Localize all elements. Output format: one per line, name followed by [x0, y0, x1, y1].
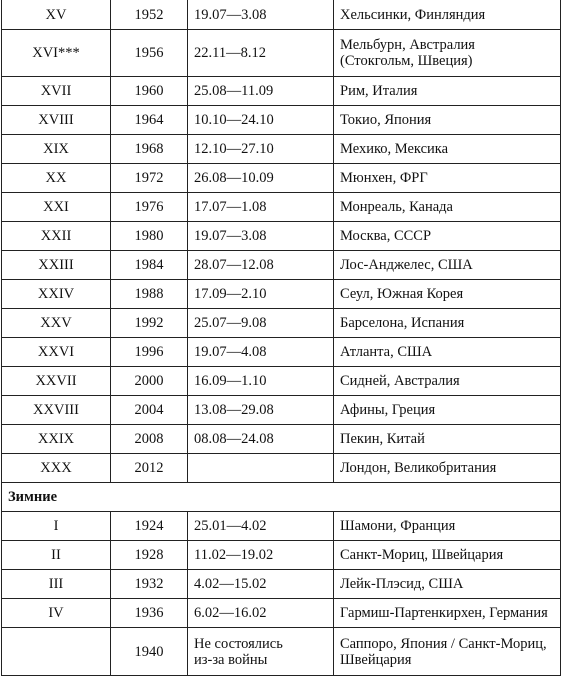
games-number: I	[2, 512, 111, 541]
games-dates: 11.02—19.02	[188, 541, 334, 570]
games-year: 1924	[111, 512, 188, 541]
table-row	[2, 77, 561, 106]
games-dates: 22.11—8.12	[188, 30, 334, 77]
table-row	[2, 251, 561, 280]
table-row	[2, 30, 561, 77]
games-host: Мельбурн, Австралия (Стокгольм, Швеция)	[334, 30, 561, 77]
games-year: 1992	[111, 309, 188, 338]
table-row	[2, 164, 561, 193]
games-number: XXVII	[2, 367, 111, 396]
table-row	[2, 135, 561, 164]
games-number: XXIX	[2, 425, 111, 454]
games-dates: 10.10—24.10	[188, 106, 334, 135]
games-dates: 25.01—4.02	[188, 512, 334, 541]
games-year: 1984	[111, 251, 188, 280]
games-number: XIX	[2, 135, 111, 164]
games-host: Санкт-Мориц, Швейцария	[334, 541, 561, 570]
games-year: 1988	[111, 280, 188, 309]
games-host: Сеул, Южная Корея	[334, 280, 561, 309]
games-number: XXIII	[2, 251, 111, 280]
games-host: Хельсинки, Финляндия	[334, 0, 561, 30]
table-row	[2, 425, 561, 454]
games-year: 1964	[111, 106, 188, 135]
games-year: 2012	[111, 454, 188, 483]
section-heading-winter: Зимние	[2, 483, 561, 512]
games-year: 2008	[111, 425, 188, 454]
games-host: Гармиш-Партенкирхен, Германия	[334, 599, 561, 628]
games-year: 1968	[111, 135, 188, 164]
table-row	[2, 0, 561, 30]
table-row	[2, 570, 561, 599]
games-host: Саппоро, Япония / Санкт-Мориц, Швейцария	[334, 628, 561, 676]
games-dates	[188, 454, 334, 483]
games-year: 1956	[111, 30, 188, 77]
games-dates: 17.09—2.10	[188, 280, 334, 309]
games-host: Лос-Анджелес, США	[334, 251, 561, 280]
games-dates: 13.08—29.08	[188, 396, 334, 425]
games-host: Сидней, Австралия	[334, 367, 561, 396]
games-number: XXVI	[2, 338, 111, 367]
games-host: Рим, Италия	[334, 77, 561, 106]
games-number: III	[2, 570, 111, 599]
games-dates: 19.07—4.08	[188, 338, 334, 367]
games-year: 1972	[111, 164, 188, 193]
games-year: 1960	[111, 77, 188, 106]
games-year: 1936	[111, 599, 188, 628]
games-number: XXI	[2, 193, 111, 222]
games-number: XVIII	[2, 106, 111, 135]
games-dates: 25.08—11.09	[188, 77, 334, 106]
games-dates: 28.07—12.08	[188, 251, 334, 280]
games-number	[2, 628, 111, 676]
table-row	[2, 396, 561, 425]
games-number: XXII	[2, 222, 111, 251]
table-row	[2, 106, 561, 135]
games-host: Москва, СССР	[334, 222, 561, 251]
games-dates: 19.07—3.08	[188, 222, 334, 251]
table-row	[2, 454, 561, 483]
games-number: XVII	[2, 77, 111, 106]
table-row	[2, 541, 561, 570]
games-host: Мюнхен, ФРГ	[334, 164, 561, 193]
games-number: XXX	[2, 454, 111, 483]
games-year: 1976	[111, 193, 188, 222]
table-row	[2, 193, 561, 222]
games-host: Пекин, Китай	[334, 425, 561, 454]
games-host: Барселона, Испания	[334, 309, 561, 338]
games-year: 1928	[111, 541, 188, 570]
games-dates: Не состоялись из-за войны	[188, 628, 334, 676]
games-year: 1940	[111, 628, 188, 676]
games-host: Лейк-Плэсид, США	[334, 570, 561, 599]
table-row	[2, 280, 561, 309]
games-host: Токио, Япония	[334, 106, 561, 135]
games-year: 1932	[111, 570, 188, 599]
games-number: XV	[2, 0, 111, 30]
games-number: XXVIII	[2, 396, 111, 425]
section-heading-row	[2, 483, 561, 512]
table-row	[2, 628, 561, 676]
table-row	[2, 599, 561, 628]
games-dates: 08.08—24.08	[188, 425, 334, 454]
games-host: Мехико, Мексика	[334, 135, 561, 164]
games-dates: 4.02—15.02	[188, 570, 334, 599]
table-row	[2, 367, 561, 396]
games-year: 1952	[111, 0, 188, 30]
table-row	[2, 512, 561, 541]
games-dates: 17.07—1.08	[188, 193, 334, 222]
games-number: XXIV	[2, 280, 111, 309]
games-number: XXV	[2, 309, 111, 338]
games-number: XX	[2, 164, 111, 193]
games-number: XVI***	[2, 30, 111, 77]
games-year: 2004	[111, 396, 188, 425]
games-dates: 12.10—27.10	[188, 135, 334, 164]
games-host: Монреаль, Канада	[334, 193, 561, 222]
games-host: Атланта, США	[334, 338, 561, 367]
games-number: II	[2, 541, 111, 570]
games-dates: 6.02—16.02	[188, 599, 334, 628]
games-dates: 16.09—1.10	[188, 367, 334, 396]
games-year: 2000	[111, 367, 188, 396]
games-host: Лондон, Великобритания	[334, 454, 561, 483]
games-year: 1996	[111, 338, 188, 367]
games-dates: 26.08—10.09	[188, 164, 334, 193]
table-row	[2, 222, 561, 251]
games-host: Афины, Греция	[334, 396, 561, 425]
olympic-games-table	[1, 0, 561, 676]
games-dates: 25.07—9.08	[188, 309, 334, 338]
games-dates: 19.07—3.08	[188, 0, 334, 30]
games-host: Шамони, Франция	[334, 512, 561, 541]
games-number: IV	[2, 599, 111, 628]
table-row	[2, 338, 561, 367]
table-row	[2, 309, 561, 338]
games-year: 1980	[111, 222, 188, 251]
